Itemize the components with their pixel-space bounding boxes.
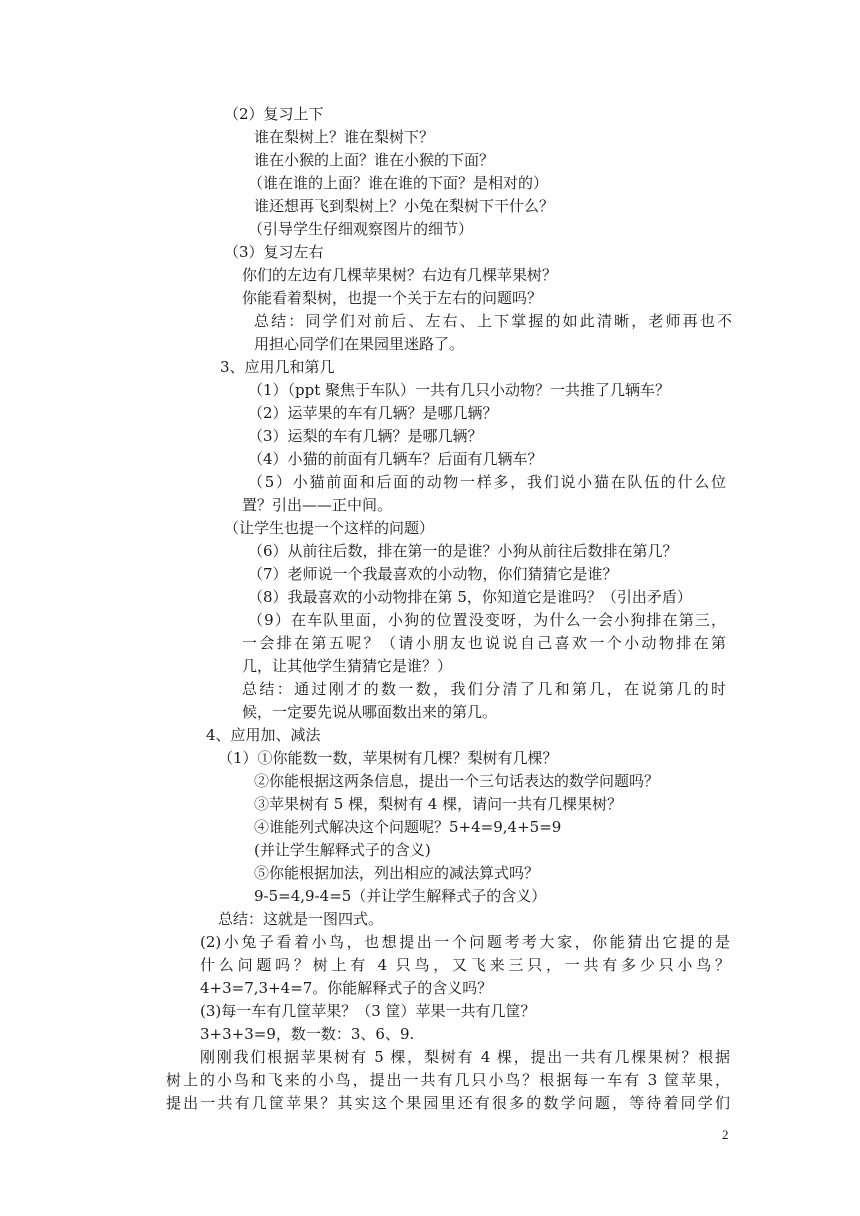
- text-line: 谁在小猴的上面？谁在小猴的下面？: [254, 151, 495, 169]
- text-line: 谁还想再飞到梨树上？小兔在梨树下干什么？: [254, 197, 555, 215]
- text-line: 什么问题吗？树上有 4 只鸟，又飞来三只，一共有多少只小鸟？: [200, 956, 730, 974]
- text-line: 谁在梨树上？谁在梨树下？: [254, 128, 435, 146]
- text-line: 3+3+3=9，数一数：3、6、9.: [200, 1025, 415, 1043]
- text-line: （2）运苹果的车有几辆？是哪几辆？: [248, 404, 498, 422]
- text-line: 候，一定要先说从哪面数出来的第几。: [242, 703, 498, 721]
- text-line: （谁在谁的上面？谁在谁的下面？是相对的）: [248, 174, 549, 192]
- text-line: （7）老师说一个我最喜欢的小动物，你们猜猜它是谁？: [248, 565, 618, 583]
- text-line: 用担心同学们在果园里迷路了。: [254, 335, 465, 353]
- text-line: 提出一共有几筐苹果？其实这个果园里还有很多的数学问题，等待着同学们: [166, 1094, 730, 1112]
- text-line: 树上的小鸟和飞来的小鸟，提出一共有几只小鸟？根据每一车有 3 筐苹果，: [166, 1071, 730, 1089]
- text-line: 总结：同学们对前后、左右、上下掌握的如此清晰，老师再也不: [254, 312, 732, 330]
- text-line: （5）小猫前面和后面的动物一样多，我们说小猫在队伍的什么位: [248, 473, 726, 491]
- text-line: 几，让其他学生猜猜它是谁？）: [242, 657, 453, 675]
- text-line: （3）运梨的车有几辆？是哪几辆？: [248, 427, 483, 445]
- text-line: （1）（ppt 聚焦于车队）一共有几只小动物？一共推了几辆车？: [248, 381, 671, 399]
- text-line: 总结：这就是一图四式。: [218, 910, 384, 928]
- text-line: ⑤你能根据加法，列出相应的减法算式吗？: [254, 864, 540, 882]
- text-line: 置？引出——正中间。: [242, 496, 393, 514]
- text-line: （3）复习左右: [224, 243, 324, 261]
- text-line: （2）复习上下: [224, 105, 324, 123]
- section-heading: 3、应用几和第几: [220, 358, 335, 376]
- text-line: （引导学生仔细观察图片的细节）: [248, 220, 474, 238]
- text-line: (3)每一车有几筐苹果？（3 筐）苹果一共有几筐？: [200, 1002, 536, 1020]
- text-line: （9）在车队里面，小狗的位置没变呀，为什么一会小狗排在第三，: [248, 611, 726, 629]
- text-line: （6）从前往后数，排在第一的是谁？小狗从前往后数排在第几？: [248, 542, 678, 560]
- text-line: 4+3=7,3+4=7。你能解释式子的含义吗？: [200, 979, 493, 997]
- text-line: 你能看着梨树，也提一个关于左右的问题吗？: [242, 289, 543, 307]
- text-line: (并让学生解释式子的含义): [254, 841, 431, 859]
- text-line: （让学生也提一个这样的问题）: [224, 519, 435, 537]
- text-line: ②你能根据这两条信息，提出一个三句话表达的数学问题吗？: [254, 772, 660, 790]
- text-line: （4）小猫的前面有几辆车？后面有几辆车？: [248, 450, 543, 468]
- page-number: 2: [722, 1127, 729, 1142]
- text-line: 一会排在第五呢？（请小朋友也说说自己喜欢一个小动物排在第: [242, 634, 726, 652]
- text-line: 9-5=4,9-4=5（并让学生解释式子的含义）: [254, 887, 547, 905]
- text-line: 总结：通过刚才的数一数，我们分清了几和第几，在说第几的时: [242, 680, 726, 698]
- text-line: （8）我最喜欢的小动物排在第 5，你知道它是谁吗？（引出矛盾）: [248, 588, 692, 606]
- text-line: 你们的左边有几棵苹果树？右边有几棵苹果树？: [242, 266, 558, 284]
- text-line: ④谁能列式解决这个问题呢？5+4=9,4+5=9: [254, 818, 562, 836]
- section-heading: 4、应用加、减法: [206, 726, 321, 744]
- text-line: 刚刚我们根据苹果树有 5 棵，梨树有 4 棵，提出一共有几棵果树？根据: [200, 1048, 730, 1066]
- text-line: (2)小兔子看着小鸟，也想提出一个问题考考大家，你能猜出它提的是: [200, 933, 730, 951]
- text-line: ③苹果树有 5 棵，梨树有 4 棵，请问一共有几棵果树？: [254, 795, 623, 813]
- text-line: （1）①你能数一数，苹果树有几棵？梨树有几棵？: [218, 749, 558, 767]
